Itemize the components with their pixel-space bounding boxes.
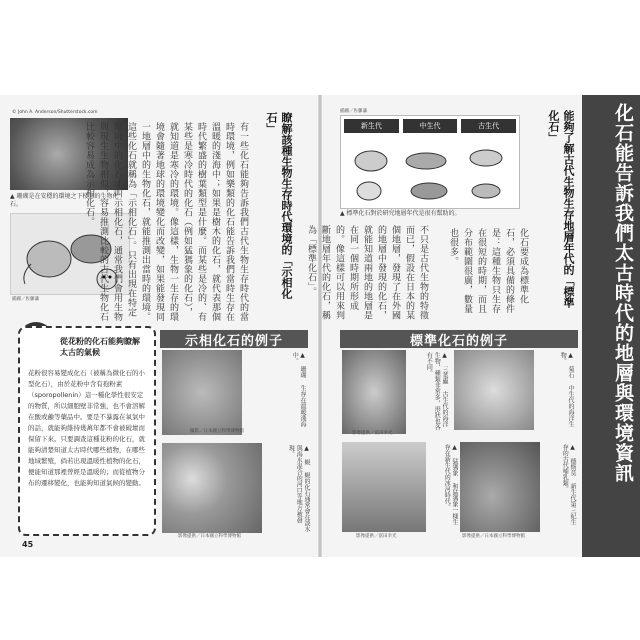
left-body-paragraph-2: 只有出現在特定環境中的化石才叫示相化石，通常我們會用生物與現生生物相似，容易推測比較的古代生物化石比較容易成為示相化石。	[84, 122, 136, 322]
desmostylus-photo	[460, 442, 540, 532]
coral-fossil-photo	[162, 350, 242, 435]
era-label-cenozoic: 新生代	[344, 119, 399, 133]
shell-credit: 影像提供／日本國立科學博物館	[178, 534, 241, 539]
book-gutter	[318, 95, 322, 557]
mammoth-credit: 影像提供／富田幸光	[356, 534, 397, 539]
ammonite-caption: ▲ 菊石 中生代的海洋生物。	[559, 352, 574, 427]
illustration-credit-right: 插圖／佐藤藩	[340, 109, 367, 114]
pollen-sidebar-box	[18, 326, 156, 536]
desmostylus-credit: 影像提供／日本國立科學博物館	[462, 534, 525, 539]
sidebar-text: 花粉很容易變成化石（被稱為微化石的小型化石），由於花粉中含有孢粉素（sporopollenin）這一種化學性很安定的物質，所以細胞壁非常強，也不會溶解在酸或鹼等藥品中。要是不暴露在氧氣中的話，就能夠維持幾萬年都不會被破壞而保留下來。只要調查這種花粉的化石，就能夠清楚知道太古時代哪些植物，在哪些地域繁殖，倘若出現溫暖性植物的化石，便能知道那裡曾經是溫暖的；而從植物分布的遷移變化，也能夠知道氣候的變動。	[28, 369, 145, 487]
trilobite-caption: ▲ 三葉蟲 古生代的海洋生物，種類非常多，形狀也各有不同。	[425, 352, 448, 430]
left-example-heading: 示相化石的例子	[160, 330, 308, 348]
chapter-strip	[582, 95, 640, 557]
photo-credit: © John A. Anderson/Shutterstock.com	[12, 110, 98, 115]
era-label-paleozoic: 古生代	[461, 119, 516, 133]
era-label-mesozoic: 中生代	[403, 119, 458, 133]
left-body-text	[84, 122, 250, 322]
mammoth-skeleton-photo	[342, 442, 426, 532]
page-number: 45	[22, 540, 34, 549]
left-section-title: 瞭解該種生物生存時代環境的「示相化石」	[265, 112, 293, 299]
coral-credit: 攝影／日本國立科學博物館	[190, 429, 244, 434]
right-example-heading: 標準化石的例子	[340, 330, 578, 348]
illustration-credit-left: 插圖／佐藤藩	[12, 297, 39, 302]
diagram-caption: ▲ 標準化石對於研究地層年代是很有幫助的。	[340, 210, 461, 217]
sidebar-title: 從花粉的化石能夠瞭解太古的氣候	[60, 337, 140, 357]
shell-fossil-photo	[162, 443, 262, 533]
right-body-text-upper: 化石要成為標準化石，必須具備的條件是：這種生物只生存在很短的時期，而且分布範圍很廣，數量也很多。	[448, 228, 528, 314]
right-body-text-lower: 不只是古代生物的特徵而已，假設在日本的某個地層，發現了在外國的地層中發現的化石，就能知道兩地的地層是在同一個時期所形成的。像這樣可以用來判斷地層年代的化石，稱為「標準化石」。	[306, 225, 428, 320]
coral-caption: ▲ 珊瑚 生存在溫暖淺海中。	[291, 352, 306, 427]
shell-caption: ▲ 蜆 蜆的化石通常會在淡水與海水混合的河口等地方被發現。	[287, 445, 310, 532]
desmostylus-caption: ▲ 德斯莫 新生代第三紀生存的古代哺乳類。	[561, 444, 576, 525]
mammoth-caption: ▲ 猛獁象 和猛獁象一樣生存在新生代的冰河時代。	[443, 444, 458, 525]
era-diagram	[340, 115, 520, 209]
left-body-paragraph-1: 有一些化石能夠告訴我們古代生物生存時代的當時環境，例如樂類的化石能告訴我們當時生存在溫暖的淺海中；如果是樹木的化石，就代表那個時代繁盛的樹葉類型是什麼。而某些是冷的、有某些是寒冷時代的化石（例如猛獁象的化石），就知道是寒冷的環境。像這樣，生物一生存的環境會隨著地球的環境變化而改變，如果能發現同一地層中的生物化石，就能推測出當時的環境。這些化石就稱為「示相化石」。	[126, 122, 248, 322]
trilobite-credit: 影像提供／富田幸光	[352, 431, 393, 436]
rock-caption: ▲ 珊瑚是在安穩的環境之下棲息的生物化石。	[10, 193, 119, 208]
ammonite-photo	[454, 350, 534, 430]
chapter-title: 化石能告訴我們太古時代的地層與環境資訊	[612, 103, 634, 483]
trilobite-photo	[342, 350, 406, 434]
era-label-row	[344, 119, 516, 133]
right-section-title: 能夠了解古代生物生存地層年代的「標準化石」	[547, 110, 575, 308]
era-creatures-icon	[341, 136, 517, 206]
